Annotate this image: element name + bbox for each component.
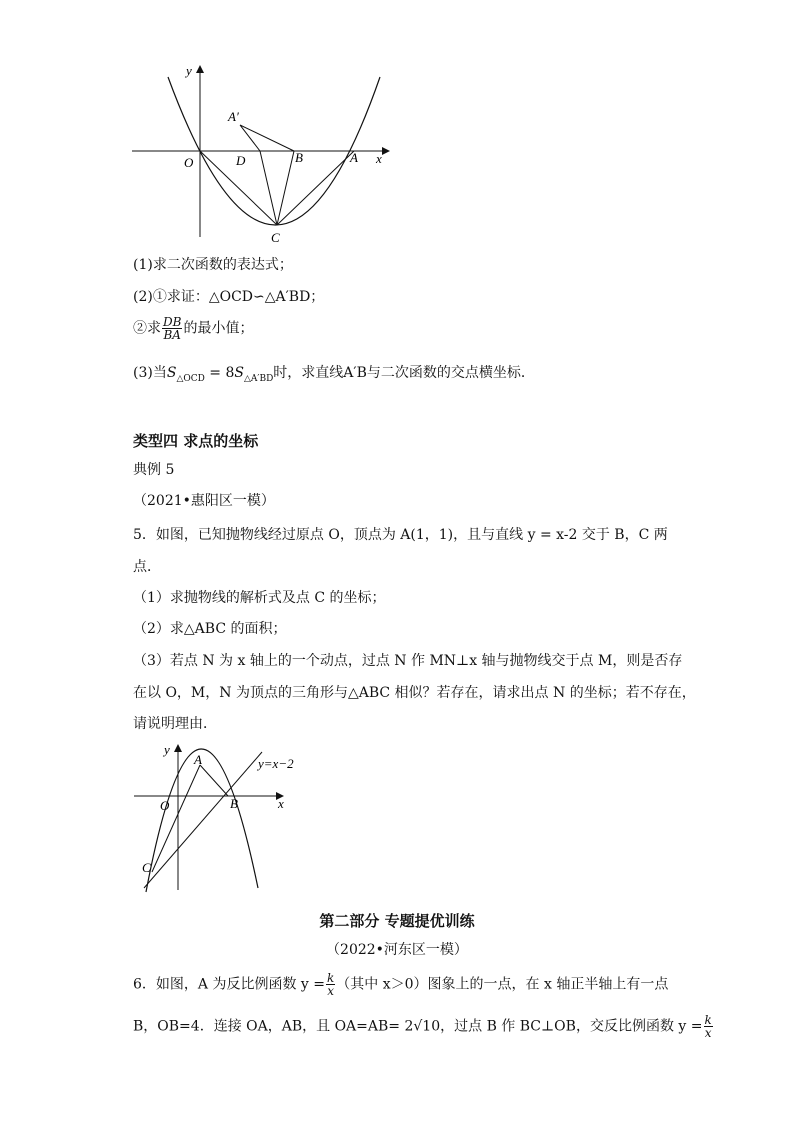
label-o: O xyxy=(160,798,170,813)
problem-5-q3-line-3: 请说明理由． xyxy=(133,716,217,732)
area-symbol-left: S xyxy=(166,365,177,381)
figure-2-parabola-line xyxy=(128,738,303,896)
label-line: y=x−2 xyxy=(258,756,294,771)
p6-line-2-prefix: B，OB=4．连接 OA，AB，且 OA=AB= 2√10，过点 B 作 BC⊥OB，交反比例函数 y = xyxy=(133,1018,703,1035)
problem-5-line-1: 5．如图，已知抛物线经过原点 O，顶点为 A(1，1)，且与直线 y = x-2 交于 B，C 两 xyxy=(133,527,668,543)
triangle-a-prime-d-b xyxy=(240,125,294,151)
q3-prefix: (3)当 xyxy=(133,365,167,381)
label-a: A xyxy=(194,752,202,767)
segment-dc xyxy=(260,151,277,225)
label-a: A xyxy=(350,150,358,165)
problem-5-q1: （1）求抛物线的解析式及点 C 的坐标； xyxy=(133,590,386,606)
problem-5-q3-line-1: （3）若点 N 为 x 轴上的一个动点，过点 N 作 MN⊥x 轴与抛物线交于点 M，则是否存 xyxy=(133,653,683,669)
problem-6-line-1 xyxy=(133,972,668,997)
fraction-numerator: k xyxy=(327,971,335,985)
part-2-title: 第二部分 专题提优训练 xyxy=(319,912,475,930)
label-c: C xyxy=(271,230,280,245)
y-axis-arrow xyxy=(196,65,204,73)
source-5: （2021•惠阳区一模） xyxy=(133,493,275,509)
label-c: C xyxy=(142,860,151,875)
label-b: B xyxy=(295,150,303,165)
fraction-numerator: k xyxy=(704,1013,712,1027)
label-a-prime: A′ xyxy=(228,109,239,124)
x-axis-arrow xyxy=(382,147,390,155)
problem-6-line-2 xyxy=(133,1014,714,1039)
fraction-denominator: BA xyxy=(163,328,181,342)
figure-1-parabola xyxy=(120,55,400,250)
label-x: x xyxy=(376,151,382,166)
question-2-2 xyxy=(133,316,253,341)
segment-bc xyxy=(277,151,294,225)
area-subscript-left: △OCD xyxy=(176,373,205,384)
fraction-denominator: x xyxy=(327,984,335,998)
source-6: （2022•河东区一模） xyxy=(326,942,468,958)
example-5-label: 典例 5 xyxy=(133,462,175,478)
problem-5-line-2: 点． xyxy=(133,559,161,575)
area-symbol-right: S xyxy=(234,365,244,381)
fraction-db-ba xyxy=(162,316,182,341)
question-3 xyxy=(133,364,535,388)
question-2-1: (2)①求证：△OCD∽△A′BD； xyxy=(133,289,325,305)
fraction-numerator: DB xyxy=(163,315,182,329)
problem-5-q2: （2）求△ABC 的面积； xyxy=(133,621,287,637)
q2-2-suffix: 的最小值； xyxy=(183,320,254,337)
y-axis-arrow xyxy=(174,744,182,752)
segment-ca xyxy=(152,765,200,872)
label-y: y xyxy=(164,742,170,757)
fraction-k-over-x xyxy=(326,972,335,997)
label-y: y xyxy=(186,63,192,78)
q3-suffix: 时，求直线A′B与二次函数的交点横坐标． xyxy=(273,365,535,381)
label-d: D xyxy=(236,153,246,168)
label-x: x xyxy=(278,796,284,811)
q3-mid: = 8 xyxy=(204,365,235,381)
q2-2-prefix: ②求 xyxy=(133,320,161,337)
fraction-k-over-x-2 xyxy=(704,1014,713,1039)
question-1: (1)求二次函数的表达式； xyxy=(133,257,293,273)
label-o: O xyxy=(184,155,194,170)
segment-ab xyxy=(200,765,228,796)
section-4-title: 类型四 求点的坐标 xyxy=(133,432,259,450)
fraction-denominator: x xyxy=(704,1026,712,1040)
area-subscript-right: △A′BD xyxy=(243,373,274,384)
segment-ac xyxy=(277,151,354,225)
p6-line-1-prefix: 6．如图，A 为反比例函数 y = xyxy=(133,976,326,993)
label-b: B xyxy=(230,796,238,811)
problem-5-q3-line-2: 在以 O，M，N 为顶点的三角形与△ABC 相似？若存在，请求出点 N 的坐标；若不存在， xyxy=(133,685,696,701)
p6-line-1-suffix: （其中 x＞0）图象上的一点，在 x 轴正半轴上有一点 xyxy=(336,976,669,993)
